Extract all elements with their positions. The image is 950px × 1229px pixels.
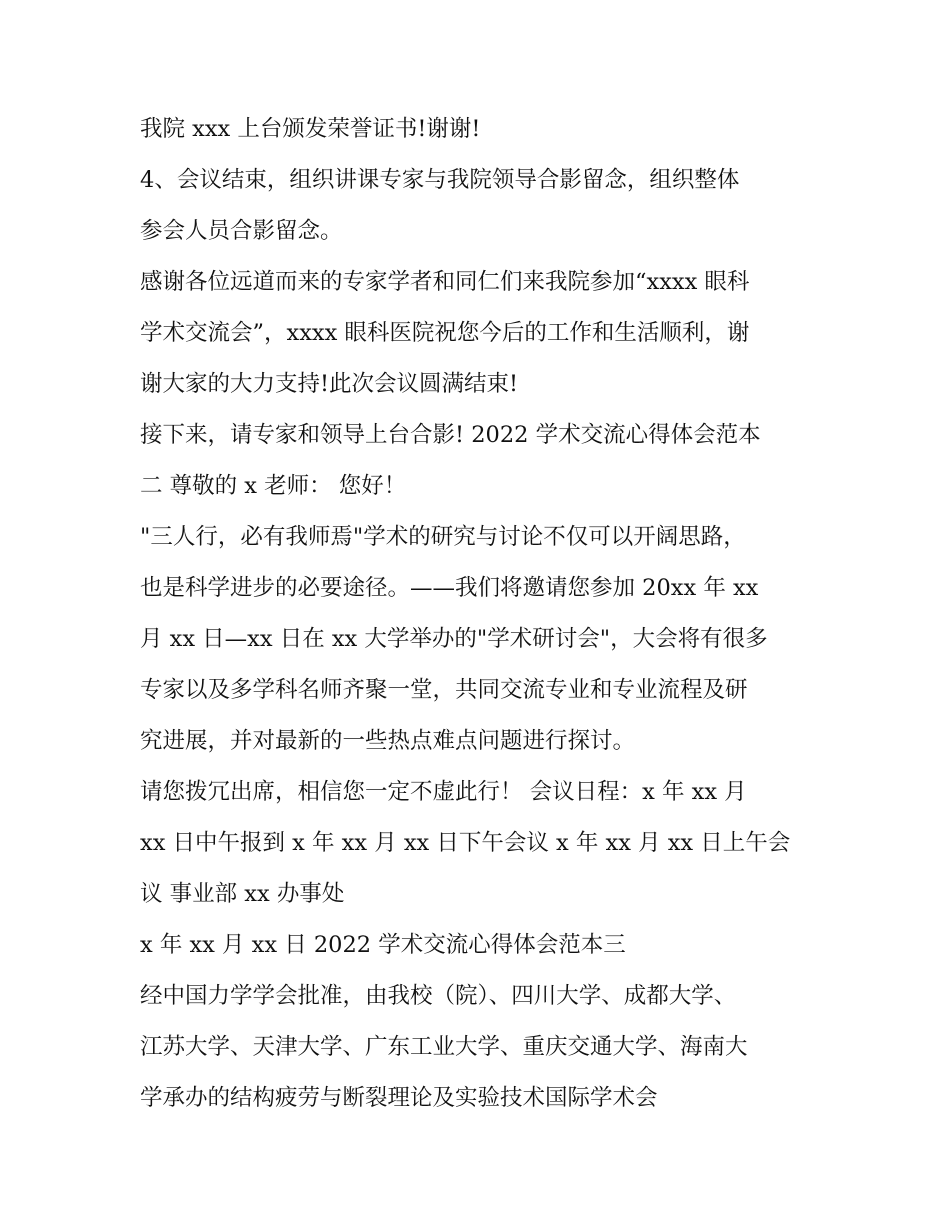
text-line: 也是科学进步的必要途径。——我们将邀请您参加 20xx 年 xx (140, 575, 759, 601)
text-line: 4、会议结束，组织讲课专家与我院领导合影留念，组织整体 (140, 167, 740, 193)
text-line: 学承办的结构疲劳与断裂理论及实验技术国际学术会 (140, 1085, 658, 1111)
text-line: 二 尊敬的 x 老师： 您好！ (140, 473, 407, 499)
text-line: 专家以及多学科名师齐聚一堂，共同交流专业和专业流程及研 (140, 677, 748, 703)
text-line: 经中国力学学会批准，由我校（院）、四川大学、成都大学、 (140, 983, 737, 1009)
text-line: 接下来，请专家和领导上台合影! 2022 学术交流心得体会范本 (140, 422, 761, 448)
text-line: 参会人员合影留念。 (140, 218, 343, 244)
text-line: 议 事业部 xx 办事处 (140, 881, 345, 907)
text-line: 究进展，并对最新的一些热点难点问题进行探讨。 (140, 728, 636, 754)
text-line: 月 xx 日—xx 日在 xx 大学举办的"学术研讨会"，大会将有很多 (140, 626, 768, 652)
text-line: 学术交流会”，xxxx 眼科医院祝您今后的工作和生活顺利，谢 (140, 320, 750, 346)
text-line: 江苏大学、天津大学、广东工业大学、重庆交通大学、海南大 (140, 1034, 748, 1060)
text-line: 请您拨冗出席，相信您一定不虚此行！ 会议日程：x 年 xx 月 (140, 779, 747, 805)
text-line: "三人行，必有我师焉"学术的研究与讨论不仅可以开阔思路， (140, 524, 746, 550)
text-line: 我院 xxx 上台颁发荣誉证书!谢谢! (140, 116, 481, 142)
text-line: 感谢各位远道而来的专家学者和同仁们来我院参加“xxxx 眼科 (140, 269, 750, 295)
text-line: 谢大家的大力支持!此次会议圆满结束! (140, 371, 519, 397)
text-line: xx 日中午报到 x 年 xx 月 xx 日下午会议 x 年 xx 月 xx 日上午会 (140, 830, 791, 856)
document-body (140, 104, 820, 1124)
text-line: x 年 xx 月 xx 日 2022 学术交流心得体会范本三 (140, 932, 626, 958)
